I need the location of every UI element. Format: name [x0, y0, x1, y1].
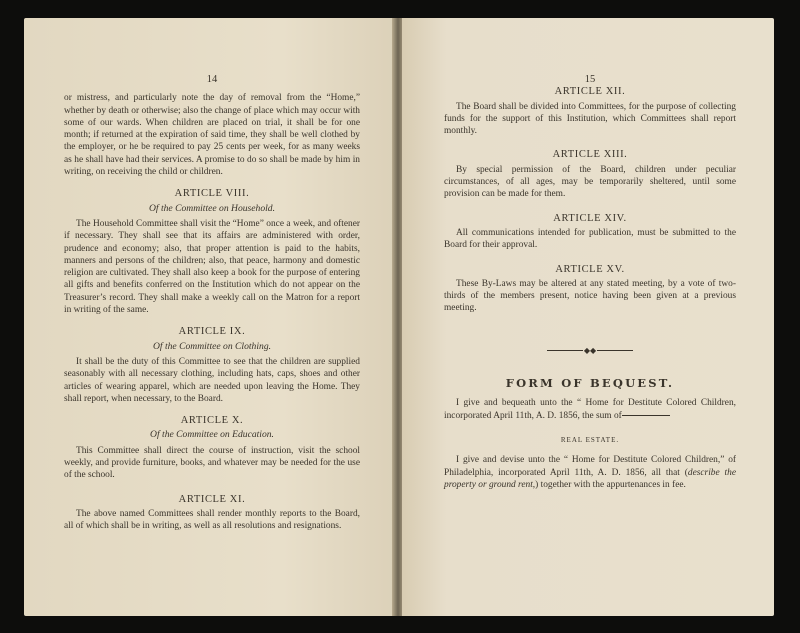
article-text: The above named Committees shall render monthly reports to the Board, all of which shall be in writing, as well as all resolutions and resignations.	[64, 508, 360, 532]
real-estate-label: REAL ESTATE.	[560, 435, 620, 444]
article-heading: ARTICLE XIV.	[553, 212, 627, 224]
article-heading: ARTICLE VIII.	[174, 188, 250, 200]
devise-text-end: ) together with the appurtenances in fee.	[535, 479, 686, 490]
article-heading: ARTICLE IX.	[178, 326, 246, 338]
article-subtitle: Of the Committee on Clothing.	[152, 340, 272, 352]
page-number-left: 14	[206, 74, 218, 85]
right-page-content	[444, 74, 736, 491]
devise-text: I give and devise unto the “ Home for Destitute Colored Children,” of Philadelphia, incorporated April 11th, A. D. 1856, all that (	[444, 455, 736, 478]
article-text: The Board shall be divided into Committees, for the purpose of collecting funds for the support of this Institution, which Committees shall report monthly.	[444, 101, 736, 137]
article-heading: ARTICLE XV.	[555, 263, 625, 275]
article-subtitle: Of the Committee on Household.	[148, 202, 276, 214]
article-text: This Committee shall direct the course of instruction, visit the school weekly, and provide furniture, books, and whatever may be needed for the use of the school.	[64, 445, 360, 481]
section-divider: ◆◆	[444, 345, 736, 357]
bequest-text: I give and bequeath unto the “ Home for Destitute Colored Children, incorporated April 11th, A. D. 1856, the sum of	[444, 398, 736, 421]
article-text: It shall be the duty of this Committee to see that the children are supplied seasonably with all necessary clothing, including hats, caps, shoes and other articles of wearing apparel, which are needed upon leaving the Home. They shall report, when necessary, to the Board.	[64, 356, 360, 404]
article-text: These By-Laws may be altered at any stated meeting, by a vote of two-thirds of the members present, notice having been given at a previous meeting.	[444, 278, 736, 314]
devise-paragraph	[444, 454, 736, 491]
left-page-content	[64, 74, 360, 533]
intro-paragraph: or mistress, and particularly note the day of removal from the “Home,” whether by death or otherwise; also the change of place which may occur with some of our wards. When children are placed on trial, it shall be for one month; if returned at the expiration of said time, they shall be well clothed by the employer, or he be required to pay 25 cents per week, for as many weeks as he shall have had their services. A promise to do so shall be made by him in writing, on receiving the child or children.	[64, 93, 360, 178]
blank-line	[622, 415, 670, 416]
article-heading: ARTICLE XIII.	[552, 149, 628, 161]
form-of-bequest-title: FORM OF BEQUEST.	[505, 376, 675, 391]
article-text: All communications intended for publication, must be submitted to the Board for their approval.	[444, 227, 736, 251]
article-text: By special permission of the Board, children under peculiar circumstances, of all ages, may be temporarily sheltered, until some provision can be made for them.	[444, 164, 736, 200]
article-heading: ARTICLE XII.	[554, 86, 626, 98]
left-page	[24, 18, 394, 616]
bequest-paragraph	[444, 397, 736, 422]
article-heading: ARTICLE X.	[180, 415, 244, 427]
page-number-right: 15	[584, 74, 596, 85]
right-page	[402, 18, 774, 616]
article-text: The Household Committee shall visit the “Home” once a week, and oftener if necessary. They shall see that its affairs are administered with order, prudence and economy; also, that proper attention is paid to the habits, manners and persons of the children; also, that peace, harmony and domestic religion are cultivated. They shall also keep a book for the purpose of entering all gifts and benefits conferred on the Institution which do not appear on the Treasurer’s record. They shall make a weekly call on the Matron for a report in writing of the same.	[64, 218, 360, 316]
devise-italic-text: describe the property or ground rent,	[444, 467, 736, 490]
article-heading: ARTICLE XI.	[178, 493, 246, 505]
article-subtitle: Of the Committee on Education.	[150, 429, 274, 441]
